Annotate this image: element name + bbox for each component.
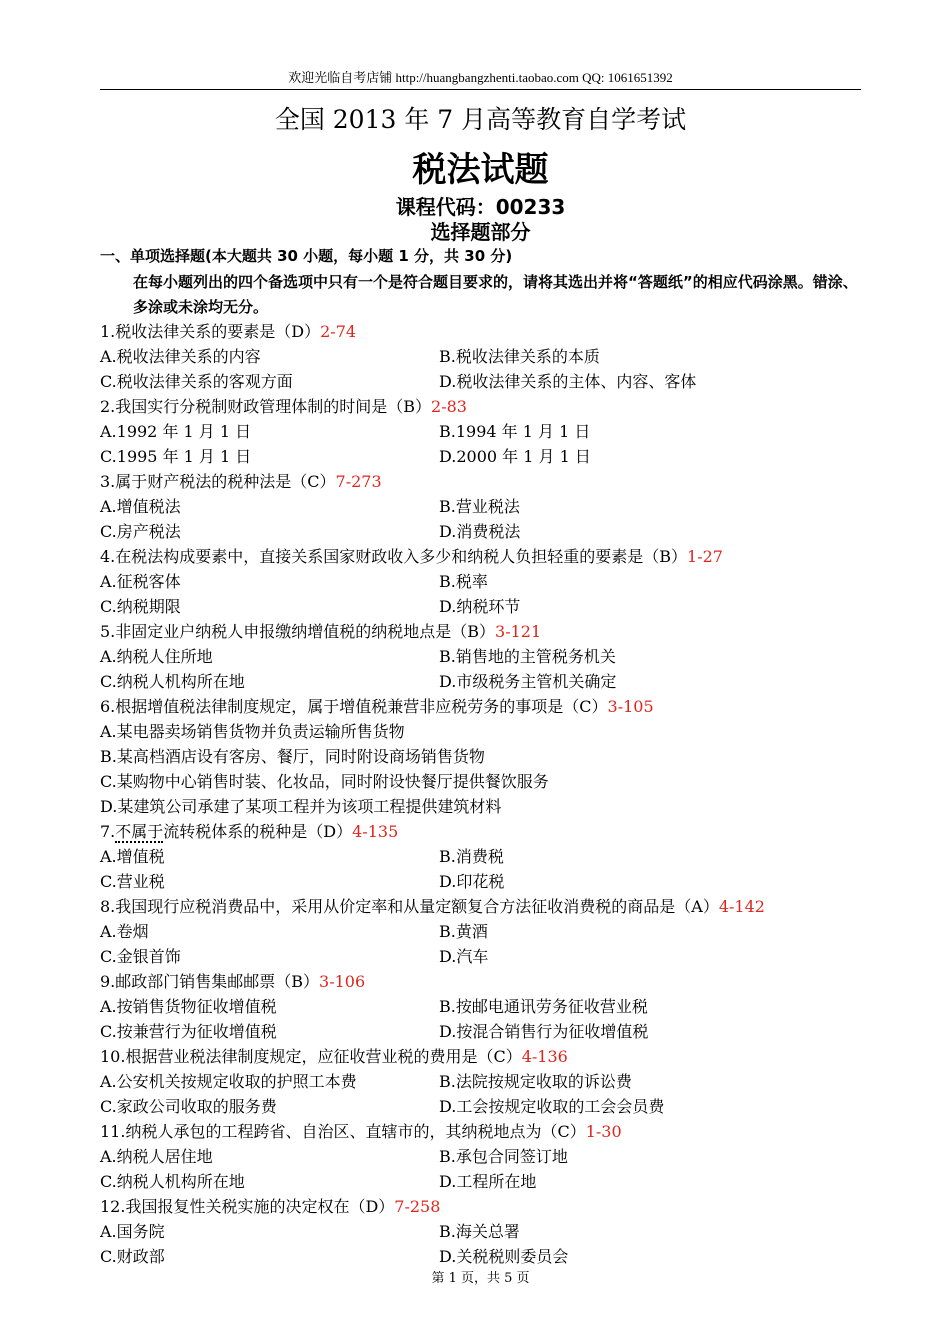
page-reference: 3-105 xyxy=(607,697,654,716)
question-text: 8.我国现行应税消费品中，采用从价定率和从量定额复合方法征收消费税的商品是（A） xyxy=(100,897,719,916)
answer-option: B.营业税法 xyxy=(439,497,520,516)
option-row xyxy=(100,1244,870,1269)
answer-option: A.1992 年 1 月 1 日 xyxy=(100,422,252,441)
answer-option: B.税率 xyxy=(439,572,488,591)
answer-option: D.纳税环节 xyxy=(439,597,521,616)
question-text: 5.非固定业户纳税人申报缴纳增值税的纳税地点是（B） xyxy=(100,622,496,641)
option-row xyxy=(100,644,870,669)
answer-option: C.家政公司收取的服务费 xyxy=(100,1097,277,1116)
question-text: 1.税收法律关系的要素是（D） xyxy=(100,322,321,341)
answer-option: B.法院按规定收取的诉讼费 xyxy=(439,1072,632,1091)
answer-option: A.增值税法 xyxy=(100,497,181,516)
answer-option: B.承包合同签订地 xyxy=(439,1147,568,1166)
option-row xyxy=(100,344,870,369)
page-reference: 3-121 xyxy=(495,622,542,641)
answer-option: A.纳税人居住地 xyxy=(100,1147,213,1166)
answer-option: A.公安机关按规定收取的护照工本费 xyxy=(100,1072,357,1091)
question-text: 12.我国报复性关税实施的决定权在（D） xyxy=(100,1197,395,1216)
answer-option: B.1994 年 1 月 1 日 xyxy=(439,422,591,441)
question-text: 流转税体系的税种是（D） xyxy=(163,822,353,841)
answer-option: A.税收法律关系的内容 xyxy=(100,347,261,366)
question-stem xyxy=(100,544,870,569)
page-reference: 7-273 xyxy=(335,472,382,491)
question-text: 10.根据营业税法律制度规定，应征收营业税的费用是（C） xyxy=(100,1047,522,1066)
question-stem xyxy=(100,1194,870,1219)
option-row xyxy=(100,869,870,894)
answer-option: D.按混合销售行为征收增值税 xyxy=(439,1022,649,1041)
question-stem xyxy=(100,894,870,919)
question-stem xyxy=(100,969,870,994)
option-row xyxy=(100,1069,870,1094)
question-text: 6.根据增值税法律制度规定，属于增值税兼营非应税劳务的事项是（C） xyxy=(100,697,608,716)
answer-option: A.纳税人住所地 xyxy=(100,647,213,666)
answer-option: B.海关总署 xyxy=(439,1222,520,1241)
answer-option: C.税收法律关系的客观方面 xyxy=(100,372,293,391)
question-text: 9.邮政部门销售集邮邮票（B） xyxy=(100,972,320,991)
option-row xyxy=(100,519,870,544)
question-stem xyxy=(100,1044,870,1069)
answer-option: A.卷烟 xyxy=(100,922,149,941)
answer-option: B.某高档酒店设有客房、餐厅，同时附设商场销售货物 xyxy=(100,747,485,766)
answer-option: D.工会按规定收取的工会会员费 xyxy=(439,1097,665,1116)
question-stem xyxy=(100,1119,870,1144)
question-stem xyxy=(100,819,870,844)
page-footer: 第 1 页，共 5 页 xyxy=(431,1271,530,1286)
option-row xyxy=(100,844,870,869)
answer-option: A.征税客体 xyxy=(100,572,181,591)
question-stem xyxy=(100,319,870,344)
answer-option: A.按销售货物征收增值税 xyxy=(100,997,277,1016)
option-row xyxy=(100,594,870,619)
page-reference: 2-74 xyxy=(320,322,357,341)
answer-option: B.税收法律关系的本质 xyxy=(439,347,600,366)
answer-option: B.销售地的主管税务机关 xyxy=(439,647,616,666)
answer-option: D.市级税务主管机关确定 xyxy=(439,672,617,691)
section-heading: 一、单项选择题(本大题共 30 小题，每小题 1 分，共 30 分) xyxy=(100,247,513,265)
part-title: 选择题部分 xyxy=(430,220,531,244)
answer-option: D.关税税则委员会 xyxy=(439,1247,569,1266)
answer-option: D.2000 年 1 月 1 日 xyxy=(439,447,591,466)
option-row xyxy=(100,1219,870,1244)
page-reference: 2-83 xyxy=(431,397,467,416)
question-text: 4.在税法构成要素中，直接关系国家财政收入多少和纳税人负担轻重的要素是（B） xyxy=(100,547,688,566)
answer-option: C.财政部 xyxy=(100,1247,165,1266)
answer-option: D.汽车 xyxy=(439,947,489,966)
page-reference: 1-30 xyxy=(585,1122,622,1141)
question-stem xyxy=(100,619,870,644)
page-header: 欢迎光临自考店铺 http://huangbangzhenti.taobao.com QQ: 1061651392 xyxy=(288,70,673,85)
question-number: 7. xyxy=(100,822,116,841)
page-reference: 7-258 xyxy=(394,1197,441,1216)
question-stem xyxy=(100,694,870,719)
page-reference: 1-27 xyxy=(687,547,723,566)
question-text: 2.我国实行分税制财政管理体制的时间是（B） xyxy=(100,397,432,416)
option-row xyxy=(100,919,870,944)
page-reference: 3-106 xyxy=(319,972,366,991)
answer-option: C.按兼营行为征收增值税 xyxy=(100,1022,277,1041)
subject-title: 税法试题 xyxy=(412,150,549,190)
answer-option: D.印花税 xyxy=(439,872,505,891)
answer-option: C.营业税 xyxy=(100,872,165,891)
page-reference: 4-142 xyxy=(718,897,765,916)
option-row xyxy=(100,994,870,1019)
answer-option: C.1995 年 1 月 1 日 xyxy=(100,447,252,466)
option-row xyxy=(100,944,870,969)
answer-option: B.消费税 xyxy=(439,847,504,866)
page-reference: 4-136 xyxy=(521,1047,568,1066)
answer-option: B.黄酒 xyxy=(439,922,488,941)
instructions: 在每小题列出的四个备选项中只有一个是符合题目要求的，请将其选出并将“答题纸”的相应代码涂黑。错涂、多涂或未涂均无分。 xyxy=(133,273,858,316)
course-code: 课程代码：00233 xyxy=(395,195,566,219)
answer-option: A.某电器卖场销售货物并负责运输所售货物 xyxy=(100,722,405,741)
option-row xyxy=(100,1094,870,1119)
option-row xyxy=(100,369,870,394)
answer-option: D.某建筑公司承建了某项工程并为该项工程提供建筑材料 xyxy=(100,797,502,816)
answer-option: D.税收法律关系的主体、内容、客体 xyxy=(439,372,697,391)
option-row xyxy=(100,1019,870,1044)
question-stem xyxy=(100,394,870,419)
answer-option: A.增值税 xyxy=(100,847,165,866)
header-divider xyxy=(100,89,861,90)
option-row xyxy=(100,494,870,519)
answer-option: B.按邮电通讯劳务征收营业税 xyxy=(439,997,648,1016)
option-row xyxy=(100,1144,870,1169)
answer-option: A.国务院 xyxy=(100,1222,165,1241)
option-row xyxy=(100,419,870,444)
question-list xyxy=(100,319,870,1269)
emphasized-text: 不属于 xyxy=(115,822,164,841)
answer-option: D.消费税法 xyxy=(439,522,521,541)
answer-option: C.房产税法 xyxy=(100,522,181,541)
exam-title: 全国 2013 年 7 月高等教育自学考试 xyxy=(274,105,687,134)
option-row xyxy=(100,444,870,469)
option-row xyxy=(100,1169,870,1194)
answer-option: C.纳税人机构所在地 xyxy=(100,1172,245,1191)
answer-option: C.纳税人机构所在地 xyxy=(100,672,245,691)
answer-option: D.工程所在地 xyxy=(439,1172,537,1191)
option-row xyxy=(100,569,870,594)
page-reference: 4-135 xyxy=(352,822,399,841)
question-stem xyxy=(100,469,870,494)
answer-option: C.金银首饰 xyxy=(100,947,181,966)
option-row xyxy=(100,669,870,694)
question-text: 3.属于财产税法的税种法是（C） xyxy=(100,472,336,491)
answer-option: C.某购物中心销售时装、化妆品，同时附设快餐厅提供餐饮服务 xyxy=(100,772,549,791)
question-text: 11.纳税人承包的工程跨省、自治区、直辖市的，其纳税地点为（C） xyxy=(100,1122,586,1141)
answer-option: C.纳税期限 xyxy=(100,597,181,616)
